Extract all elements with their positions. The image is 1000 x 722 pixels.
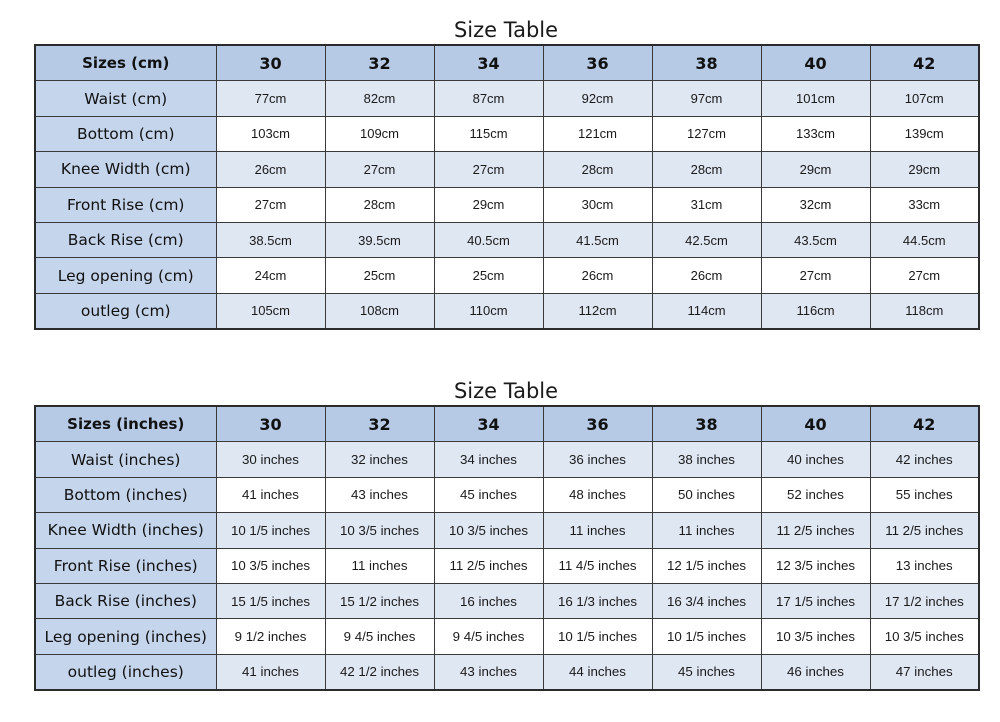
table-cell: 48 inches: [543, 477, 652, 512]
row-label: Back Rise (cm): [35, 222, 216, 257]
table-cell: 11 2/5 inches: [434, 548, 543, 583]
table-cell: 97cm: [652, 81, 761, 116]
table-cell: 13 inches: [870, 548, 979, 583]
row-label: Front Rise (inches): [35, 548, 216, 583]
table-row: [35, 187, 979, 222]
table-cell: 116cm: [761, 293, 870, 329]
size-header: 34: [434, 45, 543, 81]
table-row: [35, 513, 979, 548]
size-header: 40: [761, 406, 870, 442]
size-header: 32: [325, 45, 434, 81]
table-cell: 44 inches: [543, 654, 652, 690]
table-header-row: [35, 45, 979, 81]
table-row: [35, 548, 979, 583]
table-cell: 43 inches: [325, 477, 434, 512]
table-cell: 12 3/5 inches: [761, 548, 870, 583]
table-cell: 133cm: [761, 116, 870, 151]
table-cell: 25cm: [434, 258, 543, 293]
table-cell: 29cm: [434, 187, 543, 222]
size-header: 42: [870, 45, 979, 81]
table-cell: 27cm: [325, 152, 434, 187]
row-label: Bottom (inches): [35, 477, 216, 512]
table-cell: 118cm: [870, 293, 979, 329]
table-cell: 112cm: [543, 293, 652, 329]
table-cell: 28cm: [543, 152, 652, 187]
table-cell: 32 inches: [325, 442, 434, 477]
table-row: [35, 222, 979, 257]
table-cell: 9 1/2 inches: [216, 619, 325, 654]
table-cell: 127cm: [652, 116, 761, 151]
table-cell: 38.5cm: [216, 222, 325, 257]
size-header: 34: [434, 406, 543, 442]
table-cell: 77cm: [216, 81, 325, 116]
table-cell: 29cm: [870, 152, 979, 187]
table-cell: 139cm: [870, 116, 979, 151]
table-cell: 101cm: [761, 81, 870, 116]
table-cell: 32cm: [761, 187, 870, 222]
table-cell: 28cm: [652, 152, 761, 187]
table-cell: 121cm: [543, 116, 652, 151]
table-cell: 16 3/4 inches: [652, 583, 761, 618]
table-cell: 105cm: [216, 293, 325, 329]
size-header: 32: [325, 406, 434, 442]
table-cell: 41 inches: [216, 654, 325, 690]
table-cell: 26cm: [216, 152, 325, 187]
table-cell: 9 4/5 inches: [325, 619, 434, 654]
table-cell: 44.5cm: [870, 222, 979, 257]
table-cell: 45 inches: [434, 477, 543, 512]
table-cell: 16 1/3 inches: [543, 583, 652, 618]
table-cell: 27cm: [870, 258, 979, 293]
table-cell: 10 1/5 inches: [652, 619, 761, 654]
table-cell: 10 3/5 inches: [761, 619, 870, 654]
table-cell: 115cm: [434, 116, 543, 151]
table-cell: 114cm: [652, 293, 761, 329]
table-cell: 103cm: [216, 116, 325, 151]
size-header: 42: [870, 406, 979, 442]
table-cell: 9 4/5 inches: [434, 619, 543, 654]
table-cell: 30 inches: [216, 442, 325, 477]
table-cell: 34 inches: [434, 442, 543, 477]
row-label: Leg opening (cm): [35, 258, 216, 293]
size-header: 40: [761, 45, 870, 81]
table-cell: 10 3/5 inches: [870, 619, 979, 654]
table-cell: 52 inches: [761, 477, 870, 512]
table-cell: 15 1/5 inches: [216, 583, 325, 618]
size-table-inches: [34, 405, 980, 691]
table-cell: 24cm: [216, 258, 325, 293]
size-header: 38: [652, 406, 761, 442]
size-table-inches-section: [34, 375, 978, 691]
table-cell: 17 1/2 inches: [870, 583, 979, 618]
table-row: [35, 258, 979, 293]
size-header: 30: [216, 45, 325, 81]
table-cell: 25cm: [325, 258, 434, 293]
table-cell: 11 inches: [325, 548, 434, 583]
table-cell: 27cm: [216, 187, 325, 222]
table-cell: 11 inches: [543, 513, 652, 548]
table-cell: 31cm: [652, 187, 761, 222]
table-row: [35, 477, 979, 512]
table-cell: 55 inches: [870, 477, 979, 512]
table-cell: 43 inches: [434, 654, 543, 690]
table-cell: 39.5cm: [325, 222, 434, 257]
row-label: outleg (cm): [35, 293, 216, 329]
table-cell: 45 inches: [652, 654, 761, 690]
table-cell: 36 inches: [543, 442, 652, 477]
table-title-inches: Size Table: [453, 379, 559, 403]
size-header: 30: [216, 406, 325, 442]
table-cell: 11 4/5 inches: [543, 548, 652, 583]
table-cell: 82cm: [325, 81, 434, 116]
table-cell: 11 inches: [652, 513, 761, 548]
table-cell: 26cm: [543, 258, 652, 293]
table-title-cm: Size Table: [453, 18, 559, 42]
table-cell: 10 3/5 inches: [434, 513, 543, 548]
row-label: Front Rise (cm): [35, 187, 216, 222]
table-cell: 30cm: [543, 187, 652, 222]
table-cell: 11 2/5 inches: [761, 513, 870, 548]
table-cell: 110cm: [434, 293, 543, 329]
table-cell: 15 1/2 inches: [325, 583, 434, 618]
row-label: Leg opening (inches): [35, 619, 216, 654]
table-cell: 29cm: [761, 152, 870, 187]
row-label: Waist (inches): [35, 442, 216, 477]
table-cell: 42 inches: [870, 442, 979, 477]
size-table-cm-section: [34, 14, 978, 330]
table-cell: 27cm: [434, 152, 543, 187]
table-cell: 42.5cm: [652, 222, 761, 257]
table-cell: 10 3/5 inches: [325, 513, 434, 548]
table-cell: 107cm: [870, 81, 979, 116]
table-cell: 40 inches: [761, 442, 870, 477]
header-label: Sizes (cm): [35, 45, 216, 81]
row-label: Back Rise (inches): [35, 583, 216, 618]
table-row: [35, 654, 979, 690]
table-cell: 41 inches: [216, 477, 325, 512]
table-cell: 38 inches: [652, 442, 761, 477]
table-cell: 41.5cm: [543, 222, 652, 257]
header-label: Sizes (inches): [35, 406, 216, 442]
table-cell: 10 1/5 inches: [216, 513, 325, 548]
size-header: 36: [543, 406, 652, 442]
row-label: outleg (inches): [35, 654, 216, 690]
table-cell: 33cm: [870, 187, 979, 222]
table-cell: 42 1/2 inches: [325, 654, 434, 690]
table-header-row: [35, 406, 979, 442]
table-cell: 16 inches: [434, 583, 543, 618]
size-table-cm: [34, 44, 980, 330]
table-row: [35, 152, 979, 187]
table-cell: 46 inches: [761, 654, 870, 690]
table-cell: 47 inches: [870, 654, 979, 690]
table-row: [35, 619, 979, 654]
size-header: 36: [543, 45, 652, 81]
table-cell: 17 1/5 inches: [761, 583, 870, 618]
table-cell: 27cm: [761, 258, 870, 293]
table-cell: 10 3/5 inches: [216, 548, 325, 583]
table-cell: 11 2/5 inches: [870, 513, 979, 548]
table-cell: 108cm: [325, 293, 434, 329]
table-row: [35, 583, 979, 618]
table-cell: 109cm: [325, 116, 434, 151]
table-cell: 43.5cm: [761, 222, 870, 257]
row-label: Knee Width (cm): [35, 152, 216, 187]
table-cell: 28cm: [325, 187, 434, 222]
table-cell: 26cm: [652, 258, 761, 293]
table-row: [35, 293, 979, 329]
table-cell: 12 1/5 inches: [652, 548, 761, 583]
row-label: Waist (cm): [35, 81, 216, 116]
table-row: [35, 116, 979, 151]
table-cell: 50 inches: [652, 477, 761, 512]
table-row: [35, 81, 979, 116]
table-cell: 40.5cm: [434, 222, 543, 257]
row-label: Bottom (cm): [35, 116, 216, 151]
table-cell: 87cm: [434, 81, 543, 116]
row-label: Knee Width (inches): [35, 513, 216, 548]
table-cell: 10 1/5 inches: [543, 619, 652, 654]
table-cell: 92cm: [543, 81, 652, 116]
table-row: [35, 442, 979, 477]
size-header: 38: [652, 45, 761, 81]
